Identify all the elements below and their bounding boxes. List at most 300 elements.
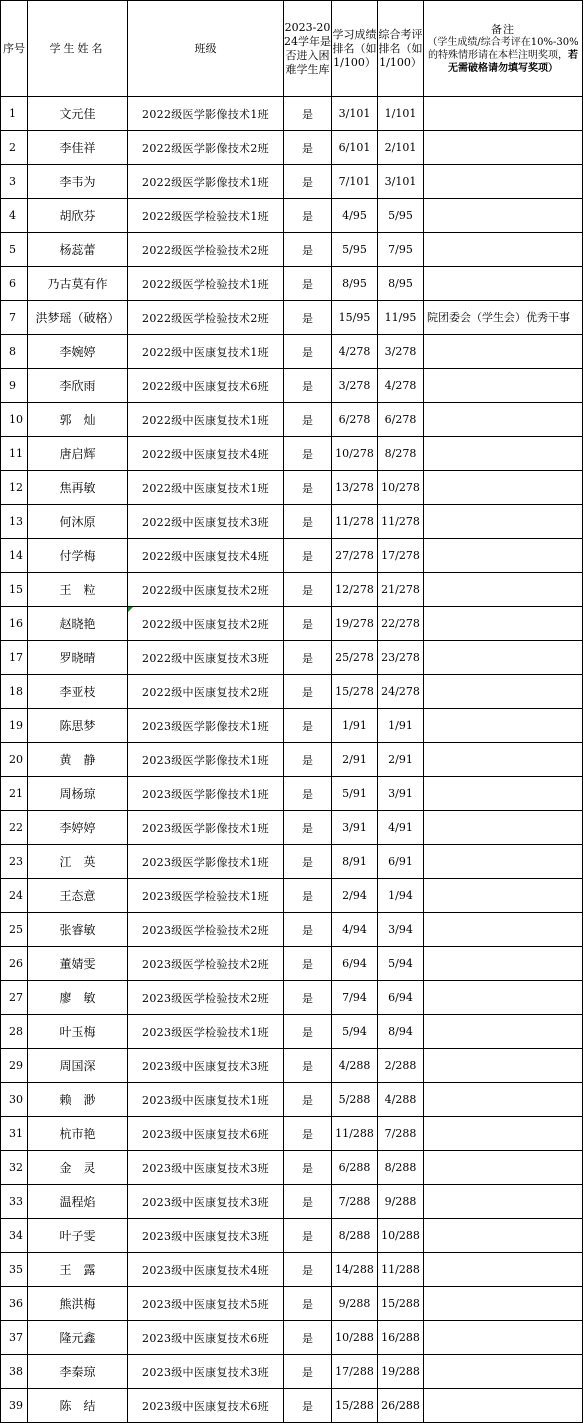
overall-rank: 5/95 [378,199,424,233]
table-row [1,437,583,471]
overall-rank: 3/91 [378,777,424,811]
grade-rank: 10/288 [332,1321,378,1355]
remark [424,403,583,437]
remark [424,913,583,947]
grade-rank: 14/288 [332,1253,378,1287]
overall-rank: 3/94 [378,913,424,947]
table-row [1,743,583,777]
table-row [1,1321,583,1355]
remark [424,1355,583,1389]
remark [424,1049,583,1083]
poor-student-flag: 是 [284,607,332,641]
row-seq: 36 [1,1287,28,1321]
grade-rank: 3/278 [332,369,378,403]
grade-rank: 15/288 [332,1389,378,1423]
row-seq: 10 [1,403,28,437]
row-seq: 16 [1,607,28,641]
table-row [1,335,583,369]
table-row [1,131,583,165]
table-row [1,267,583,301]
table-row [1,471,583,505]
remark [424,233,583,267]
student-name: 杭市艳 [28,1117,128,1151]
poor-student-flag: 是 [284,301,332,335]
row-seq: 3 [1,165,28,199]
student-name: 李佳祥 [28,131,128,165]
row-seq: 1 [1,97,28,131]
overall-rank: 26/288 [378,1389,424,1423]
remark [424,743,583,777]
grade-rank: 1/91 [332,709,378,743]
student-name: 王态意 [28,879,128,913]
remark [424,335,583,369]
overall-rank: 4/288 [378,1083,424,1117]
poor-student-flag: 是 [284,1117,332,1151]
student-name: 王 粒 [28,573,128,607]
remark [424,505,583,539]
class-name: 2022级医学影像技术1班 [128,165,284,199]
row-seq: 6 [1,267,28,301]
student-name: 唐启辉 [28,437,128,471]
grade-rank: 27/278 [332,539,378,573]
poor-student-flag: 是 [284,165,332,199]
table-row [1,981,583,1015]
class-name: 2022级医学影像技术2班 [128,131,284,165]
row-seq: 5 [1,233,28,267]
row-seq: 25 [1,913,28,947]
row-seq: 8 [1,335,28,369]
student-name: 廖 敏 [28,981,128,1015]
table-row [1,233,583,267]
class-name: 2022级中医康复技术4班 [128,437,284,471]
student-name: 陈 结 [28,1389,128,1423]
student-name: 黄 静 [28,743,128,777]
poor-student-flag: 是 [284,369,332,403]
row-seq: 27 [1,981,28,1015]
overall-rank: 6/91 [378,845,424,879]
table-row [1,675,583,709]
student-name: 陈思梦 [28,709,128,743]
overall-rank: 3/101 [378,165,424,199]
table-row [1,1355,583,1389]
class-name: 2022级中医康复技术3班 [128,641,284,675]
grade-rank: 3/91 [332,811,378,845]
overall-rank: 6/94 [378,981,424,1015]
class-name: 2023级医学影像技术1班 [128,777,284,811]
overall-rank: 2/101 [378,131,424,165]
poor-student-flag: 是 [284,879,332,913]
remark [424,1185,583,1219]
overall-rank: 2/288 [378,1049,424,1083]
poor-student-flag: 是 [284,709,332,743]
student-name: 胡欣芬 [28,199,128,233]
class-name: 2022级中医康复技术2班 [128,675,284,709]
grade-rank: 17/288 [332,1355,378,1389]
class-name: 2022级中医康复技术1班 [128,471,284,505]
poor-student-flag: 是 [284,1321,332,1355]
table-row [1,1117,583,1151]
grade-rank: 19/278 [332,607,378,641]
table-row [1,879,583,913]
table-row [1,369,583,403]
student-name: 赵晓艳 [28,607,128,641]
header-remark-title: 备注 [491,22,515,36]
poor-student-flag: 是 [284,131,332,165]
header-overall-rank: 综合考评排名（如1/100） [378,1,424,97]
remark [424,369,583,403]
poor-student-flag: 是 [284,777,332,811]
poor-student-flag: 是 [284,1389,332,1423]
student-name: 温程焰 [28,1185,128,1219]
poor-student-flag: 是 [284,1219,332,1253]
poor-student-flag: 是 [284,845,332,879]
row-seq: 30 [1,1083,28,1117]
class-name: 2023级医学影像技术1班 [128,709,284,743]
class-name: 2023级中医康复技术3班 [128,1049,284,1083]
remark [424,1219,583,1253]
table-row [1,97,583,131]
grade-rank: 6/101 [332,131,378,165]
poor-student-flag: 是 [284,981,332,1015]
table-row [1,539,583,573]
poor-student-flag: 是 [284,539,332,573]
row-seq: 21 [1,777,28,811]
grade-rank: 7/288 [332,1185,378,1219]
overall-rank: 19/288 [378,1355,424,1389]
poor-student-flag: 是 [284,437,332,471]
row-seq: 38 [1,1355,28,1389]
grade-rank: 7/101 [332,165,378,199]
poor-student-flag: 是 [284,199,332,233]
poor-student-flag: 是 [284,743,332,777]
table-row [1,1151,583,1185]
table-row [1,505,583,539]
grade-rank: 5/94 [332,1015,378,1049]
overall-rank: 3/278 [378,335,424,369]
remark [424,641,583,675]
header-class: 班级 [128,1,284,97]
grade-rank: 6/288 [332,1151,378,1185]
table-row [1,641,583,675]
row-seq: 9 [1,369,28,403]
overall-rank: 11/95 [378,301,424,335]
poor-student-flag: 是 [284,505,332,539]
row-seq: 26 [1,947,28,981]
remark [424,1117,583,1151]
table-row [1,301,583,335]
remark [424,437,583,471]
class-name: 2023级中医康复技术1班 [128,1083,284,1117]
class-name: 2023级医学影像技术1班 [128,845,284,879]
row-seq: 12 [1,471,28,505]
row-seq: 37 [1,1321,28,1355]
row-seq: 17 [1,641,28,675]
remark [424,1389,583,1423]
remark [424,1287,583,1321]
row-seq: 39 [1,1389,28,1423]
grade-rank: 4/94 [332,913,378,947]
grade-rank: 11/288 [332,1117,378,1151]
grade-rank: 2/91 [332,743,378,777]
poor-student-flag: 是 [284,1287,332,1321]
poor-student-flag: 是 [284,97,332,131]
class-name: 2022级医学检验技术2班 [128,301,284,335]
student-name: 叶子雯 [28,1219,128,1253]
header-remark [424,1,583,97]
grade-rank: 6/278 [332,403,378,437]
poor-student-flag: 是 [284,1015,332,1049]
student-name: 付学梅 [28,539,128,573]
header-remark-body: （学生成绩/综合考评在10%-30%的特殊情形请在本栏注明奖项， [427,36,579,61]
class-name: 2023级医学影像技术1班 [128,811,284,845]
remark [424,131,583,165]
poor-student-flag: 是 [284,675,332,709]
row-seq: 24 [1,879,28,913]
header-row [1,1,583,97]
remark [424,199,583,233]
poor-student-flag: 是 [284,1253,332,1287]
grade-rank: 5/95 [332,233,378,267]
table-row [1,403,583,437]
grade-rank: 8/288 [332,1219,378,1253]
overall-rank: 1/94 [378,879,424,913]
row-seq: 34 [1,1219,28,1253]
class-name: 2023级中医康复技术6班 [128,1117,284,1151]
row-seq: 11 [1,437,28,471]
class-name: 2022级中医康复技术6班 [128,369,284,403]
overall-rank: 11/278 [378,505,424,539]
row-seq: 19 [1,709,28,743]
student-name: 江 英 [28,845,128,879]
student-name: 洪梦瑶（破格） [28,301,128,335]
overall-rank: 15/288 [378,1287,424,1321]
class-name: 2023级医学检验技术2班 [128,947,284,981]
table-row [1,1287,583,1321]
student-name: 董婧雯 [28,947,128,981]
student-name: 焦再敏 [28,471,128,505]
poor-student-flag: 是 [284,573,332,607]
row-seq: 7 [1,301,28,335]
student-name: 叶玉梅 [28,1015,128,1049]
student-name: 罗晓晴 [28,641,128,675]
student-name: 李欣雨 [28,369,128,403]
student-name: 文元佳 [28,97,128,131]
class-name: 2022级中医康复技术1班 [128,403,284,437]
header-student-name: 学生姓名 [28,1,128,97]
class-name: 2022级中医康复技术4班 [128,539,284,573]
table-row [1,1049,583,1083]
class-name: 2022级中医康复技术3班 [128,505,284,539]
table-row [1,913,583,947]
overall-rank: 16/288 [378,1321,424,1355]
row-seq: 20 [1,743,28,777]
student-name: 乃古莫有作 [28,267,128,301]
class-name: 2022级医学检验技术1班 [128,199,284,233]
class-name: 2022级中医康复技术1班 [128,335,284,369]
row-seq: 31 [1,1117,28,1151]
poor-student-flag: 是 [284,641,332,675]
overall-rank: 1/101 [378,97,424,131]
table-row [1,1015,583,1049]
poor-student-flag: 是 [284,913,332,947]
overall-rank: 4/278 [378,369,424,403]
table-row [1,1219,583,1253]
overall-rank: 8/95 [378,267,424,301]
grade-rank: 5/91 [332,777,378,811]
poor-student-flag: 是 [284,267,332,301]
remark [424,471,583,505]
overall-rank: 10/288 [378,1219,424,1253]
student-name: 周杨琼 [28,777,128,811]
table-body [1,97,583,1423]
student-name: 赖 渺 [28,1083,128,1117]
overall-rank: 7/95 [378,233,424,267]
remark [424,1151,583,1185]
table-row [1,709,583,743]
grade-rank: 5/288 [332,1083,378,1117]
class-name: 2022级中医康复技术2班 [128,607,284,641]
remark [424,1321,583,1355]
student-name: 何沐原 [28,505,128,539]
table-row [1,1253,583,1287]
grade-rank: 12/278 [332,573,378,607]
student-name: 李婉婷 [28,335,128,369]
class-name: 2023级中医康复技术5班 [128,1287,284,1321]
table-row [1,811,583,845]
grade-rank: 8/95 [332,267,378,301]
poor-student-flag: 是 [284,403,332,437]
overall-rank: 1/91 [378,709,424,743]
grade-rank: 11/278 [332,505,378,539]
overall-rank: 11/288 [378,1253,424,1287]
table-row [1,1185,583,1219]
overall-rank: 8/278 [378,437,424,471]
poor-student-flag: 是 [284,1049,332,1083]
remark [424,675,583,709]
student-name: 李秦琼 [28,1355,128,1389]
overall-rank: 2/91 [378,743,424,777]
overall-rank: 10/278 [378,471,424,505]
overall-rank: 8/288 [378,1151,424,1185]
remark [424,539,583,573]
remark [424,845,583,879]
row-seq: 29 [1,1049,28,1083]
poor-student-flag: 是 [284,947,332,981]
remark [424,1015,583,1049]
overall-rank: 23/278 [378,641,424,675]
remark [424,709,583,743]
remark [424,811,583,845]
grade-rank: 4/278 [332,335,378,369]
table-row [1,947,583,981]
table-row [1,607,583,641]
remark [424,879,583,913]
student-name: 郭 灿 [28,403,128,437]
row-seq: 4 [1,199,28,233]
grade-rank: 7/94 [332,981,378,1015]
overall-rank: 17/278 [378,539,424,573]
row-seq: 33 [1,1185,28,1219]
table-row [1,845,583,879]
remark: 院团委会（学生会）优秀干事 [424,301,583,335]
remark [424,165,583,199]
remark [424,1253,583,1287]
header-grade-rank: 学习成绩排名（如1/100） [332,1,378,97]
class-name: 2022级医学影像技术1班 [128,97,284,131]
remark [424,573,583,607]
class-name: 2023级医学检验技术2班 [128,981,284,1015]
row-seq: 22 [1,811,28,845]
table-row [1,199,583,233]
class-name: 2023级中医康复技术3班 [128,1355,284,1389]
student-name: 隆元鑫 [28,1321,128,1355]
student-name: 熊洪梅 [28,1287,128,1321]
grade-rank: 15/278 [332,675,378,709]
table-row [1,1083,583,1117]
row-seq: 2 [1,131,28,165]
student-name: 李韦为 [28,165,128,199]
remark [424,267,583,301]
header-seq: 序号 [1,1,28,97]
overall-rank: 24/278 [378,675,424,709]
remark [424,607,583,641]
overall-rank: 7/288 [378,1117,424,1151]
grade-rank: 15/95 [332,301,378,335]
grade-rank: 4/288 [332,1049,378,1083]
row-seq: 14 [1,539,28,573]
grade-rank: 10/278 [332,437,378,471]
class-name: 2022级医学检验技术1班 [128,267,284,301]
overall-rank: 22/278 [378,607,424,641]
overall-rank: 21/278 [378,573,424,607]
poor-student-flag: 是 [284,335,332,369]
student-name: 金 灵 [28,1151,128,1185]
class-name: 2023级中医康复技术6班 [128,1389,284,1423]
grade-rank: 13/278 [332,471,378,505]
table-row [1,165,583,199]
class-name: 2023级中医康复技术6班 [128,1321,284,1355]
row-seq: 23 [1,845,28,879]
student-name: 周国深 [28,1049,128,1083]
class-name: 2023级医学检验技术2班 [128,913,284,947]
student-name: 王 露 [28,1253,128,1287]
header-poor-student: 2023-2024学年是否进入困难学生库 [284,1,332,97]
poor-student-flag: 是 [284,471,332,505]
header-remark-strong: 若无需破格请勿填写奖项） [448,49,578,74]
table-row [1,1389,583,1423]
remark [424,981,583,1015]
overall-rank: 4/91 [378,811,424,845]
table-row [1,573,583,607]
table-row [1,777,583,811]
poor-student-flag: 是 [284,1185,332,1219]
remark [424,777,583,811]
row-seq: 13 [1,505,28,539]
row-seq: 35 [1,1253,28,1287]
class-name: 2023级中医康复技术3班 [128,1151,284,1185]
row-seq: 28 [1,1015,28,1049]
grade-rank: 9/288 [332,1287,378,1321]
class-name: 2023级中医康复技术3班 [128,1219,284,1253]
remark [424,1083,583,1117]
class-name: 2023级中医康复技术4班 [128,1253,284,1287]
grade-rank: 3/101 [332,97,378,131]
poor-student-flag: 是 [284,1151,332,1185]
overall-rank: 6/278 [378,403,424,437]
grade-rank: 6/94 [332,947,378,981]
overall-rank: 8/94 [378,1015,424,1049]
grade-rank: 25/278 [332,641,378,675]
